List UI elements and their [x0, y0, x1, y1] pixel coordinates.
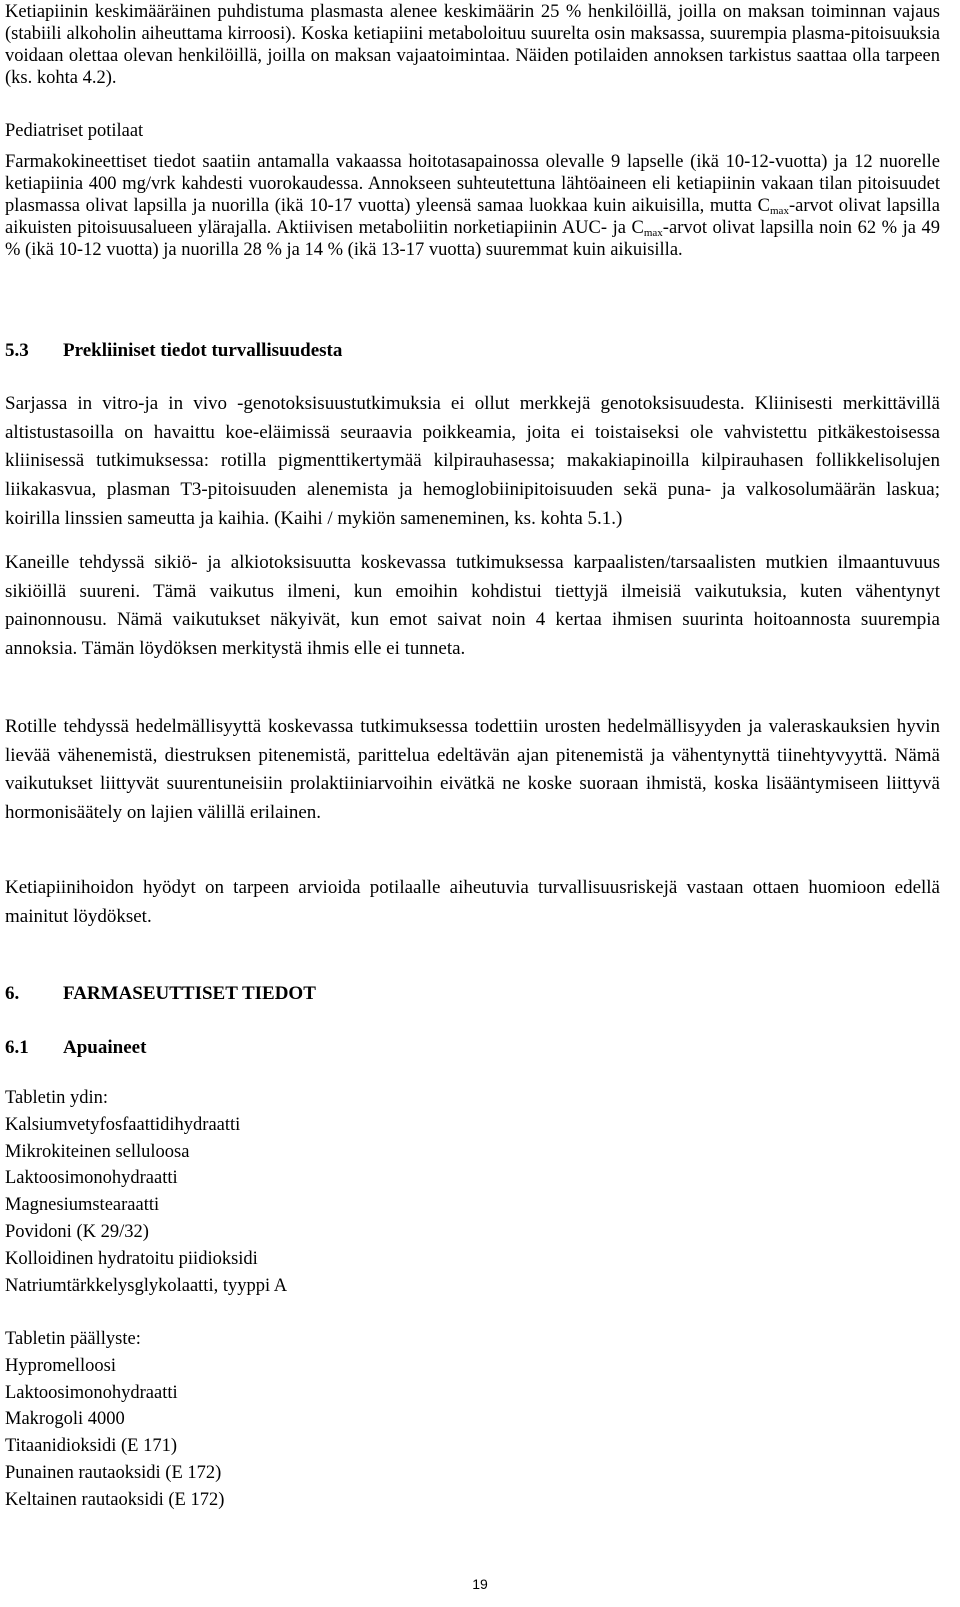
- section-number: 6.1: [5, 1037, 29, 1058]
- preclinical-paragraph-2: Kaneille tehdyssä sikiö- ja alkiotoksisuutta koskevassa tutkimuksessa karpaalisten/tarsaalisten mutkien ilmaantuvuus sikiöillä suureni. Tämä vaikutus ilmeni, kun emoihin kohdistui tiettyjä ilmeisiä vaikutuksia, kuten vähentynyt painonnousu. Nämä vaikutukset näkyivät, kun emot saivat noin 4 kertaa ihmisen suurinta hoitoannosta suurempia annoksia. Tämän löydöksen merkitystä ihmis elle ei tunneta.: [5, 552, 940, 660]
- section-title: FARMASEUTTISET TIEDOT: [63, 983, 316, 1004]
- section-5-3-heading: [5, 340, 342, 362]
- section-number: 5.3: [5, 340, 29, 361]
- list-heading: Tabletin ydin:: [5, 1088, 109, 1108]
- list-item: Punainen rautaoksidi (E 172): [5, 1462, 222, 1483]
- page-number: 19: [472, 1576, 488, 1592]
- pediatric-heading: Pediatriset potilaat: [5, 121, 144, 141]
- list-item: Keltainen rautaoksidi (E 172): [5, 1489, 225, 1510]
- tablet-coating-list: [5, 1326, 224, 1514]
- preclinical-paragraph-4: Ketiapiinihoidon hyödyt on tarpeen arvioida potilaalle aiheutuvia turvallisuusriskejä vastaan ottaen huomioon edellä mainitut löydökset.: [5, 877, 940, 927]
- section-6-heading: [5, 983, 316, 1005]
- pediatric-text-b: -arvot olivat lapsilla aikuisten pitoisuusalueen ylärajalla. Aktiivisen metaboliitin norketiapiinin AUC- ja C: [5, 196, 940, 238]
- list-item: Makrogoli 4000: [5, 1409, 125, 1430]
- section-title: Prekliiniset tiedot turvallisuudesta: [63, 340, 343, 361]
- pediatric-text-a: Farmakokineettiset tiedot saatiin antamalla vakaassa hoitotasapainossa olevalle 9 lapselle (ikä 10-12-vuotta) ja 12 nuorelle ketiapiinia 400 mg/vrk kahdesti vuorokaudessa. Annokseen suhteutettuna lähtöaineen eli ketiapiinin vakaan tilan pitoisuudet plasmassa olivat lapsilla ja nuorilla (ikä 10-17 vuotta) yleensä samaa luokkaa kuin aikuisilla, mutta C: [5, 152, 940, 216]
- list-item: Hypromelloosi: [5, 1355, 116, 1376]
- list-item: Laktoosimonohydraatti: [5, 1382, 178, 1403]
- section-6-1-heading: [5, 1037, 146, 1059]
- list-item: Kalsiumvetyfosfaattidihydraatti: [5, 1114, 241, 1135]
- cmax-subscript: max: [770, 205, 789, 217]
- list-item: Laktoosimonohydraatti: [5, 1168, 178, 1189]
- section-number: 6.: [5, 983, 20, 1004]
- pediatric-text-c: -arvot olivat lapsilla noin 62 % ja 49 % (ikä 10-12 vuotta) ja nuorilla 28 % ja 14 % (ikä 13-17 vuotta) suuremmat kuin aikuisilla.: [5, 218, 940, 260]
- cmax-subscript: max: [643, 227, 663, 239]
- list-item: Natriumtärkkelysglykolaatti, tyyppi A: [5, 1275, 288, 1296]
- list-item: Povidoni (K 29/32): [5, 1221, 149, 1242]
- list-heading: Tabletin päällyste:: [5, 1329, 141, 1349]
- section-title: Apuaineet: [63, 1037, 147, 1058]
- list-item: Kolloidinen hydratoitu piidioksidi: [5, 1248, 258, 1269]
- preclinical-paragraph-1: Sarjassa in vitro-ja in vivo -genotoksisuustutkimuksia ei ollut merkkejä genotoksisuudesta. Kliinisesti merkittävillä altistustasoilla on havaittu koe-eläimissä seuraavia poikkeamia, joita ei toistaiseksi ole vahvistettu pitkäkestoisessa kliinisessä tutkimuksessa: rotilla pigmenttikertymää kilpirauhasessa; makakiapinoilla kilpirauhasen follikkelisolujen liikakasvua, plasman T3-pitoisuuden alenemista ja hemoglobiinipitoisuuden sekä puna- ja valkosolumäärän laskua; koirilla linssien sameutta ja kaihia. (Kaihi / mykiön sameneminen, ks. kohta 5.1.): [5, 393, 940, 529]
- tablet-core-list: [5, 1085, 287, 1299]
- list-item: Mikrokiteinen selluloosa: [5, 1141, 190, 1162]
- hepatic-impairment-paragraph: Ketiapiinin keskimääräinen puhdistuma plasmasta alenee keskimäärin 25 % henkilöillä, joilla on maksan toiminnan vajaus (stabiili alkoholin aiheuttama kirroosi). Koska ketiapiini metaboloituu suurelta osin maksassa, suurempia plasma-pitoisuuksia voidaan olettaa olevan henkilöillä, joilla on maksan vajaatoimintaa. Näiden potilaiden annoksen tarkistus saattaa olla tarpeen (ks. kohta 4.2).: [5, 2, 940, 88]
- list-item: Titaanidioksidi (E 171): [5, 1436, 177, 1457]
- pediatric-paragraph: [5, 151, 940, 261]
- list-item: Magnesiumstearaatti: [5, 1195, 160, 1216]
- preclinical-paragraph-3: Rotille tehdyssä hedelmällisyyttä koskevassa tutkimuksessa todettiin urosten hedelmällisyyden ja valeraskauksien hyvin lievää vähenemistä, diestruksen pitenemistä, parittelua edeltävän ajan pitenemistä ja vähentynyttä tiinehtyvyyttä. Nämä vaikutukset liittyvät suurentuneisiin prolaktiiniarvoihin eivätkä ne koske suoraan ihmistä, koska lisääntymiseen liittyvä hormonisäätely on lajien välillä erilainen.: [5, 716, 940, 824]
